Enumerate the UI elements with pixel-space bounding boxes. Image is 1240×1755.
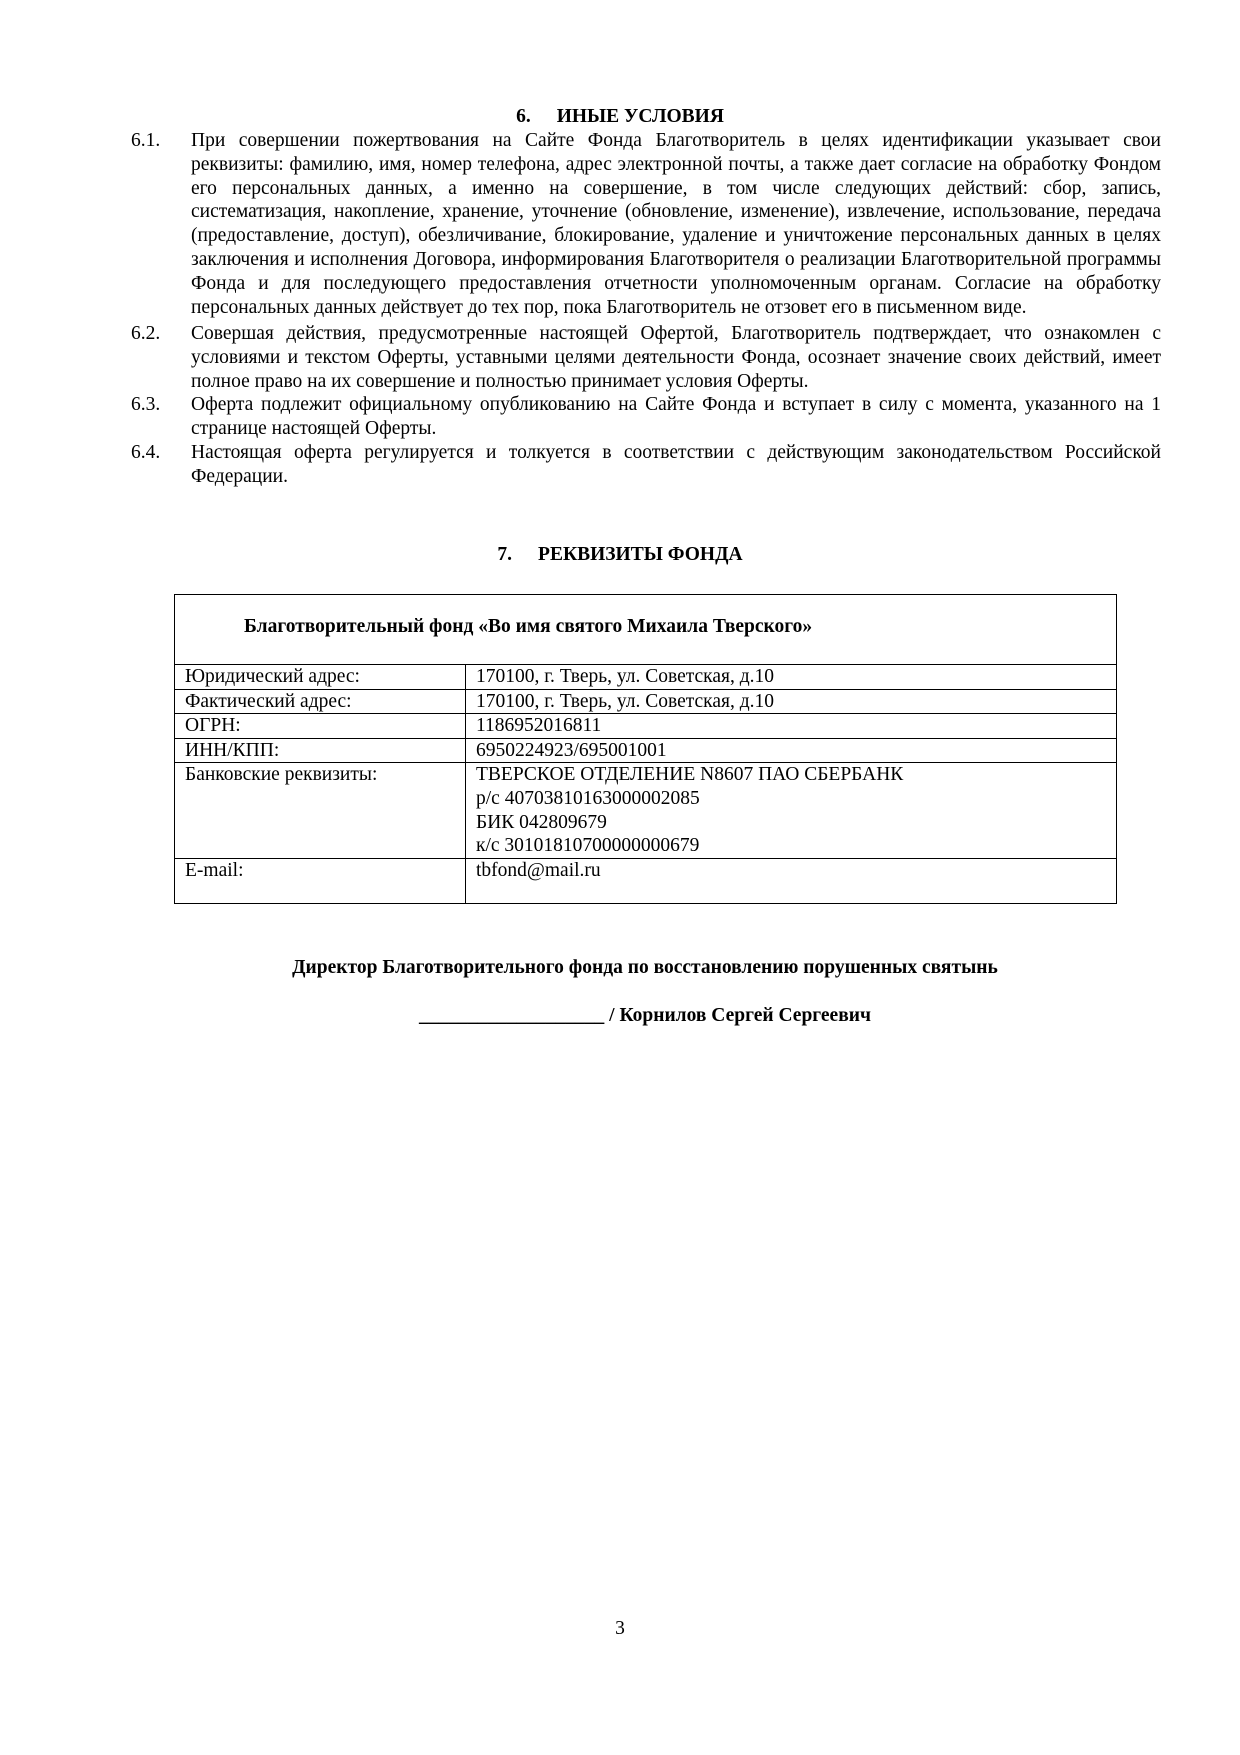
table-row — [175, 665, 1117, 690]
clause-number: 6.2. — [131, 323, 161, 344]
section-6-number: 6. — [516, 106, 531, 127]
ogrn-value: 1186952016811 — [466, 714, 1117, 739]
clause-6-2 — [131, 322, 1161, 393]
email-value: tbfond@mail.ru — [466, 858, 1117, 903]
table-row — [175, 763, 1117, 858]
section-6-title: ИНЫЕ УСЛОВИЯ — [556, 106, 724, 127]
clause-text: Настоящая оферта регулируется и толкуется в соответствии с действующим законодательством Российской Федерации. — [191, 442, 1161, 487]
bank-details-label: Банковские реквизиты: — [175, 763, 466, 858]
inn-kpp-value: 6950224923/695001001 — [466, 738, 1117, 763]
clause-6-1 — [131, 129, 1161, 319]
clause-text: При совершении пожертвования на Сайте Фонда Благотворитель в целях идентификации указывает свои реквизиты: фамилию, имя, номер телефона, адрес электронной почты, а также дает согласие на обработку Фондом его персональных данных, а именно на совершение, в том числе следующих действий: сбор, запись, систематизация, накопление, хранение, уточнение (обновление, изменение), извлечение, использование, передача (предоставление, доступ), обезличивание, блокирование, удаление и уничтожение персональных данных в целях заключения и исполнения Договора, информирования Благотворителя о реализации Благотворительной программы Фонда и для последующего предоставления отчетности уполномоченным органам. Согласие на обработку персональных данных действует до тех пор, пока Благотворитель не отзовет его в письменном виде. — [191, 130, 1161, 318]
bank-corr-account: к/с 30101810700000000679 — [476, 835, 700, 857]
table-row — [175, 689, 1117, 714]
inn-kpp-label: ИНН/КПП: — [175, 738, 466, 763]
clause-number: 6.1. — [131, 130, 161, 151]
clause-text: Оферта подлежит официальному опубликованию на Сайте Фонда и вступает в силу с момента, указанного на 1 странице настоящей Оферты. — [191, 394, 1161, 439]
org-name: Благотворительный фонд «Во имя святого Михаила Тверского» — [244, 615, 813, 637]
signature-line: ___________________ / Корнилов Сергей Сергеевич — [419, 1005, 871, 1026]
bank-details-value — [466, 763, 1117, 858]
page-number: 3 — [615, 1618, 625, 1639]
table-row — [175, 714, 1117, 739]
table-row — [175, 738, 1117, 763]
legal-address-value: 170100, г. Тверь, ул. Советская, д.10 — [466, 665, 1117, 690]
org-name-cell — [175, 595, 1117, 665]
clause-text: Совершая действия, предусмотренные настоящей Офертой, Благотворитель подтверждает, что ознакомлен с условиями и текстом Оферты, уставными целями деятельности Фонда, осознает значение своих действий, имеет полное право на их совершение и полностью принимает условия Оферты. — [191, 323, 1161, 392]
clause-6-4 — [131, 441, 1161, 489]
bank-account: р/с 40703810163000002085 — [476, 787, 700, 809]
section-7-title: РЕКВИЗИТЫ ФОНДА — [538, 544, 743, 565]
bank-bik: БИК 042809679 — [476, 811, 607, 833]
section-7-number: 7. — [497, 544, 513, 565]
clause-number: 6.3. — [131, 394, 161, 415]
legal-address-label: Юридический адрес: — [175, 665, 466, 690]
actual-address-label: Фактический адрес: — [175, 689, 466, 714]
bank-name: ТВЕРСКОЕ ОТДЕЛЕНИЕ N8607 ПАО СБЕРБАНК — [476, 764, 904, 786]
section-7-heading — [0, 543, 1240, 567]
table-row — [175, 595, 1117, 665]
ogrn-label: ОГРН: — [175, 714, 466, 739]
actual-address-value: 170100, г. Тверь, ул. Советская, д.10 — [466, 689, 1117, 714]
director-title: Директор Благотворительного фонда по восстановлению порушенных святынь — [292, 957, 998, 978]
clause-6-3 — [131, 393, 1161, 441]
requisites-table — [174, 594, 1117, 904]
section-6-heading — [0, 105, 1240, 129]
table-row — [175, 858, 1117, 903]
clause-number: 6.4. — [131, 442, 161, 463]
email-label: E-mail: — [175, 858, 466, 903]
